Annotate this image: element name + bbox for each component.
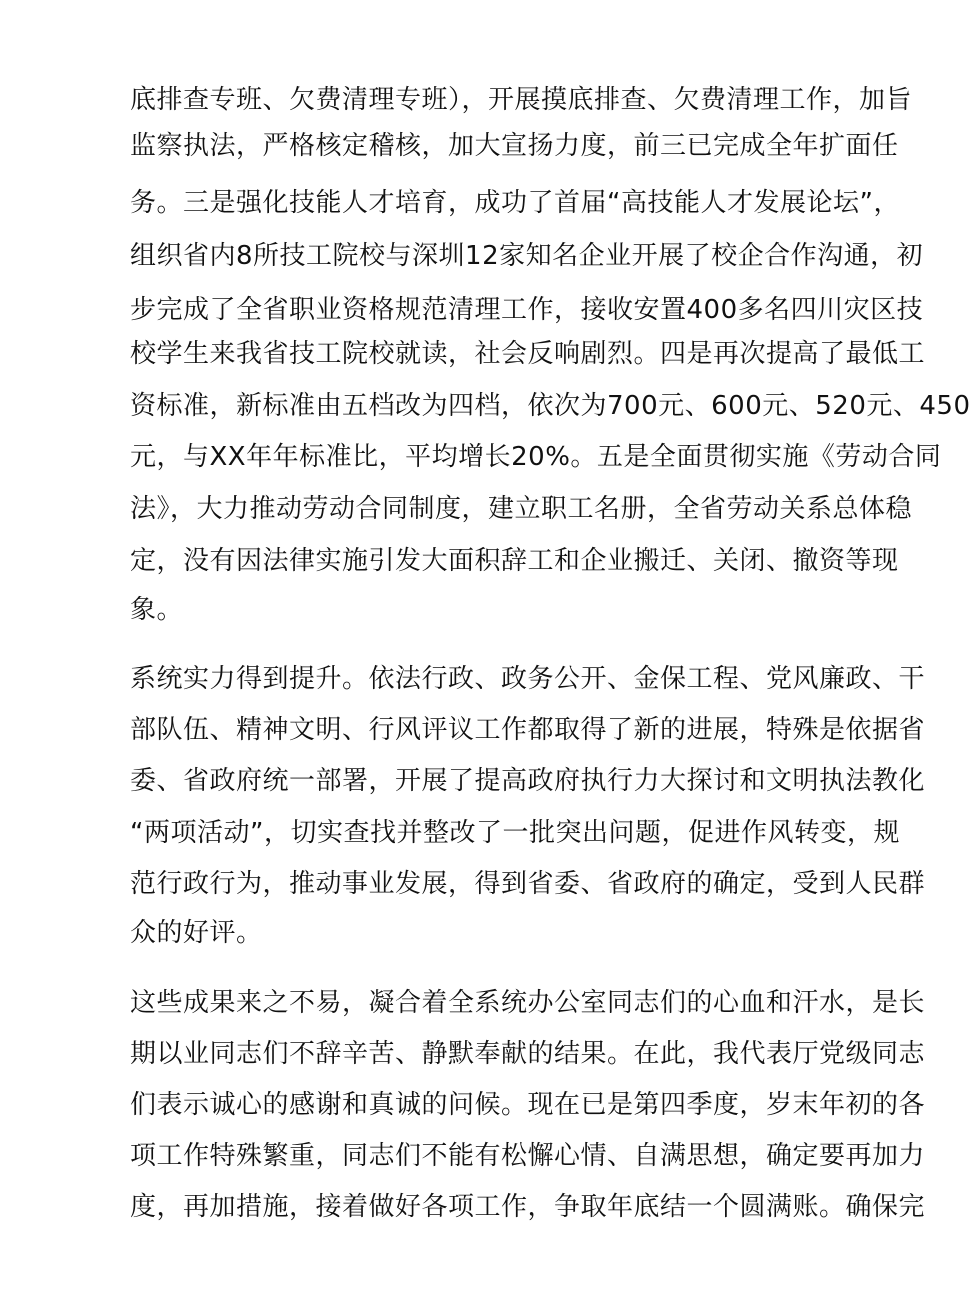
text-line: 步完成了全省职业资格规范清理工作，接收安置400多名四川灾区技 bbox=[130, 295, 924, 325]
text-line: “两项活动”，切实查找并整改了一批突出问题，促进作风转变，规 bbox=[130, 818, 900, 848]
text-line: 部队伍、精神文明、行风评议工作都取得了新的进展，特殊是依据省 bbox=[130, 715, 926, 745]
text-line: 底排查专班、欠费清理专班），开展摸底排查、欠费清理工作，加旨 bbox=[130, 85, 913, 115]
text-line: 象。 bbox=[130, 595, 184, 625]
text-line: 系统实力得到提升。依法行政、政务公开、金保工程、党风廉政、干 bbox=[130, 664, 926, 694]
text-line: 这些成果来之不易，凝合着全系统办公室同志们的心血和汗水，是长 bbox=[130, 988, 926, 1018]
text-line: 务。三是强化技能人才培育，成功了首届“高技能人才发展论坛”， bbox=[130, 188, 900, 218]
text-line: 度，再加措施，接着做好各项工作，争取年底结一个圆满账。确保完 bbox=[130, 1192, 926, 1222]
text-line: 范行政行为，推动事业发展，得到省委、省政府的确定，受到人民群 bbox=[130, 869, 926, 899]
text-line: 期以业同志们不辞辛苦、静默奉献的结果。在此，我代表厅党级同志 bbox=[130, 1039, 926, 1069]
text-line: 元，与XX年年标准比，平均增长20%。五是全面贯彻实施《劳动合同 bbox=[130, 442, 942, 472]
text-line: 们表示诚心的感谢和真诚的问候。现在已是第四季度，岁末年初的各 bbox=[130, 1090, 926, 1120]
text-line: 定，没有因法律实施引发大面积辞工和企业搬迁、关闭、撤资等现 bbox=[130, 546, 899, 576]
text-line: 众的好评。 bbox=[130, 918, 263, 948]
text-line: 校学生来我省技工院校就读，社会反响剧烈。四是再次提高了最低工 bbox=[130, 339, 926, 369]
text-line: 项工作特殊繁重，同志们不能有松懈心情、自满思想，确定要再加力 bbox=[130, 1141, 926, 1171]
text-line: 法》，大力推动劳动合同制度，建立职工名册，全省劳动关系总体稳 bbox=[130, 494, 913, 524]
text-line: 委、省政府统一部署，开展了提高政府执行力大探讨和文明执法教化 bbox=[130, 766, 926, 796]
text-line: 组织省内8所技工院校与深圳12家知名企业开展了校企合作沟通，初 bbox=[130, 241, 924, 271]
text-line: 监察执法，严格核定稽核，加大宣扬力度，前三已完成全年扩面任 bbox=[130, 131, 899, 161]
text-line: 资标准，新标准由五档改为四档，依次为700元、600元、520元、450 bbox=[130, 391, 971, 421]
